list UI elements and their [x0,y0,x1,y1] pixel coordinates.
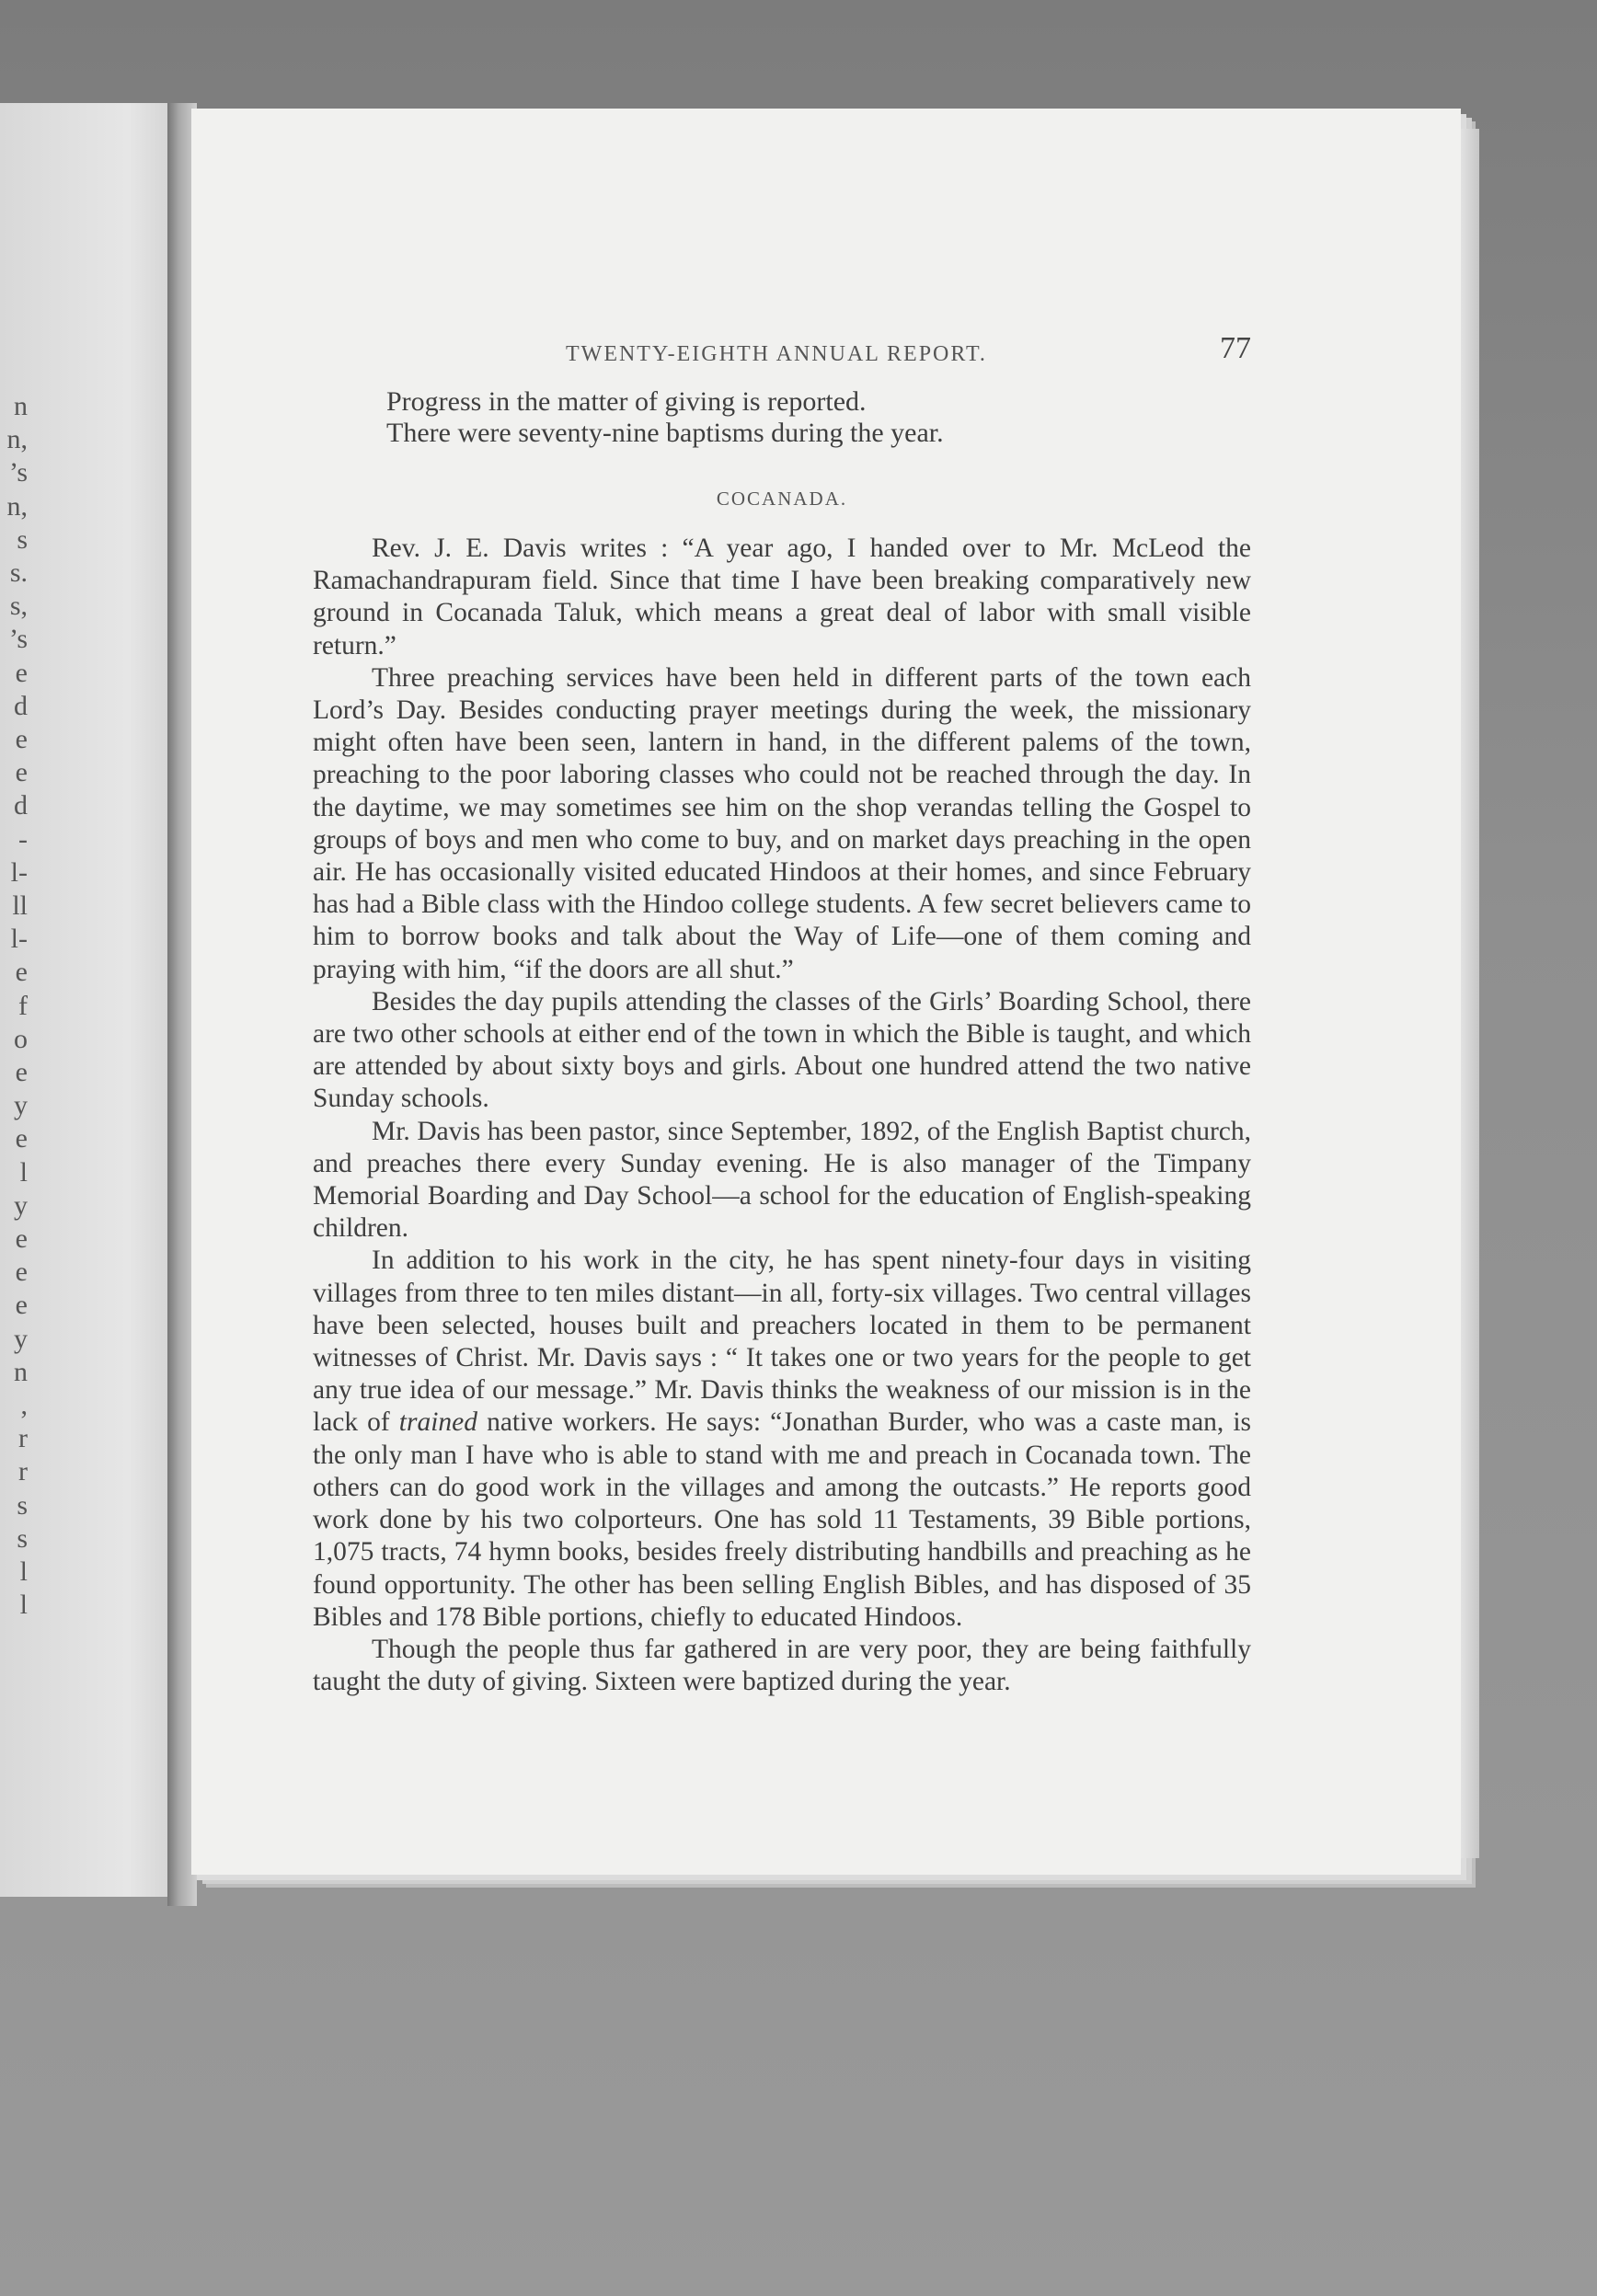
left-page-fragment: e [15,1223,28,1254]
left-page-fragment: ll [12,890,28,921]
paragraph: Three preaching services have been held in different parts of the town each Lord’s Day. Besides conducting prayer meetings during the week, the missionary might often have been seen, lantern in hand, in the different palems of the town, preaching to the poor laboring classes who could not be reached through the day. In the daytime, we may sometimes see him on the shop verandas telling the Gospel to groups of boys and men who come to buy, and on market days preaching in the open air. He has occasionally visited educated Hindoos at their homes, and since February has had a Bible class with the Hindoo college students. A few secret believers came to him to borrow books and talk about the Way of Life—one of them coming and praying with him, “if the doors are all shut.” [313,662,1251,984]
paragraph: Mr. Davis has been pastor, since September, 1892, of the English Baptist church, and preaches there every Sunday evening. He is also manager of the Timpany Memorial Boarding and Day School—a school for the education of English-speaking children. [313,1116,1251,1244]
paragraph: Rev. J. E. Davis writes : “A year ago, I handed over to Mr. McLeod the Ramachandrapuram field. Since that time I have been breaking comparatively new ground in Cocanada Taluk, which means a great deal of labor with small visible return.” [313,534,1251,660]
page-stack-edge [1461,129,1479,1858]
left-page-fragment: d [14,690,28,721]
left-page-fragment: , [20,1390,28,1420]
lead-line: There were seventy-nine baptisms during the year. [386,418,944,448]
section-heading: COCANADA. [716,488,848,510]
left-page-fragment: l [19,1156,28,1188]
left-page-fragment: e [15,757,28,788]
page-content [313,331,1251,1698]
left-page-fragment: s, [9,591,28,622]
lead-lines [313,386,1251,449]
left-page-fragment: n [14,391,28,421]
left-page-fragment: e [15,657,28,688]
left-page-fragment: s [17,1489,28,1521]
paragraph: Though the people thus far gathered in are very poor, they are being faithfully taught the duty of giving. Sixteen were baptized during the year. [313,1634,1251,1697]
left-page-fragment: - [18,823,28,855]
left-page-fragment: r [18,1423,28,1454]
left-page-fragment: l [19,1590,28,1621]
paragraph [313,1245,1251,1633]
running-head [313,331,1251,386]
left-page-fragment: n, [6,490,28,522]
left-page-fragment: y [14,1090,28,1121]
left-page-fragment: ’s [8,457,28,488]
left-page-fragment: e [15,1123,28,1154]
paragraph-text: native workers. He says: “Jonathan Burder, who was a caste man, is the only man I have who is able to stand with me and preach in Cocanada town. The others can do good work in the villages and among the outcasts.” He reports good work done by his two colporteurs. One has sold 11 Testaments, 39 Bible portions, 1,075 tracts, 74 hymn books, besides freely distributing handbills and preaching as he found opportunity. The other has been selling English Bibles, and has disposed of 35 Bibles and 178 Bible portions, chiefly to educated Hindoos. [313,1407,1251,1632]
left-page-fragment: f [18,990,28,1021]
left-page-fragment: r [18,1456,28,1487]
page-number: 77 [1220,331,1251,365]
left-page-fragment: y [14,1323,28,1354]
lead-line: Progress in the matter of giving is reported. [386,386,867,417]
left-page-fragment: e [15,957,28,988]
left-page-fragment: l- [10,924,28,955]
left-page-fragment: e [15,1057,28,1087]
left-page-edge [0,103,184,1897]
paragraph-text: In addition to his work in the city, he has spent ninety-four days in visiting villages from three to ten miles distant—in all, forty-six villages. Two central villages have been selected, houses built and preachers located in them to be permanent witnesses of Christ. Mr. Davis says : “ It takes one or two years for the people to get any true idea of our message.” Mr. Davis thinks the weakness of our mission is in the lack of [313,1246,1251,1438]
left-page-fragment: s. [9,557,28,588]
left-page-fragment: n [14,1356,28,1387]
left-page-fragment: l- [10,856,28,888]
left-page-fragment: e [15,1290,28,1321]
left-page-fragment: s [17,523,28,555]
left-page-fragment: e [15,724,28,754]
running-head-title: TWENTY-EIGHTH ANNUAL REPORT. [566,342,987,366]
left-page-fragment: e [15,1257,28,1288]
left-page-fragment: d [14,790,28,821]
left-page-fragment: o [14,1023,28,1054]
left-page-fragment: l [19,1556,28,1587]
paragraph-italic: trained [398,1407,478,1438]
left-page-fragment: ’s [8,624,28,655]
left-page-fragment: n, [6,424,28,455]
left-page-fragment: y [14,1189,28,1221]
paragraph: Besides the day pupils attending the classes of the Girls’ Boarding School, there are two other schools at either end of the town in which the Bible is taught, and which are attended by about sixty boys and girls. About one hundred attend the two native Sunday schools. [313,986,1251,1114]
left-page-fragment: s [17,1522,28,1554]
